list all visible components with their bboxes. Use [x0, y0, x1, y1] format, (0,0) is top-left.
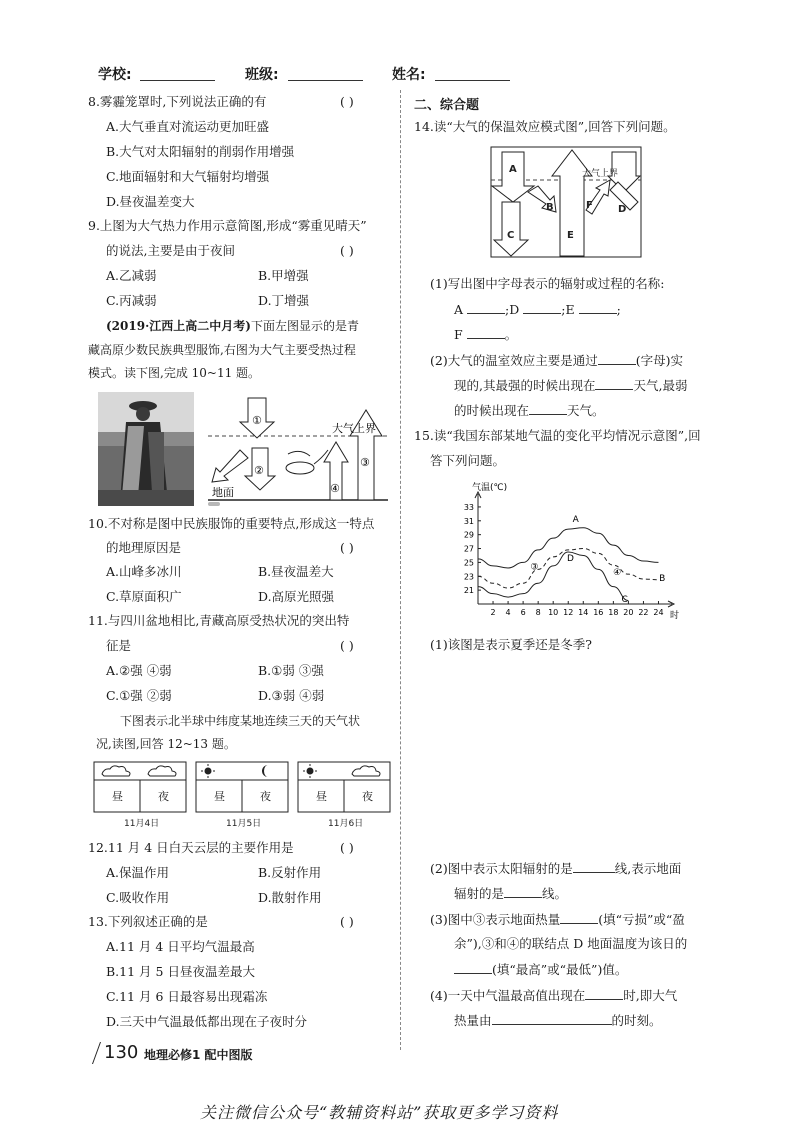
q9-option-c[interactable]: C.丙减弱	[106, 293, 157, 308]
chart-annotation: B	[659, 574, 666, 585]
q12-option-c[interactable]: C.吸收作用	[106, 890, 170, 905]
x-tick-label: 14	[578, 608, 589, 617]
q12-answer[interactable]: ( )	[340, 840, 354, 855]
q14-part1-f: F 。	[454, 327, 518, 342]
footer-slash	[92, 1042, 103, 1064]
q11-option-d[interactable]: D.③弱 ④弱	[258, 688, 325, 703]
blank-hour[interactable]	[585, 987, 623, 1000]
diagram-label-3: ③	[360, 456, 370, 469]
q10-stem-2: 的地理原因是	[106, 540, 182, 555]
blank-label-a: A	[454, 302, 464, 317]
q13-stem: 13.下列叙述正确的是	[88, 914, 208, 929]
q10-option-c[interactable]: C.草原面积广	[106, 589, 182, 604]
costume-photo	[98, 392, 194, 506]
q9-option-d[interactable]: D.丁增强	[258, 293, 310, 308]
q9-stem-2: 的说法,主要是由于夜间	[106, 243, 235, 258]
q10-stem-1: 10.不对称是图中民族服饰的重要特点,形成这一特点	[88, 516, 375, 531]
q11-answer[interactable]: ( )	[340, 638, 354, 653]
intro2-line2: 况,读图,回答 12~13 题。	[96, 737, 236, 751]
q13-option-c[interactable]: C.11 月 6 日最容易出现霜冻	[106, 989, 268, 1004]
column-divider	[400, 90, 401, 1050]
q10-option-d[interactable]: D.高原光照强	[258, 589, 335, 604]
blank-strongest[interactable]	[595, 377, 633, 390]
q15-part3-line1: (3)图中③表示地面热量 (填“亏损”或“盈	[430, 912, 685, 927]
chart-annotation: D	[567, 554, 574, 565]
x-tick-label: 10	[548, 608, 559, 617]
x-tick-label: 4	[505, 608, 511, 617]
q14-part1: (1)写出图中字母表示的辐射或过程的名称:	[430, 276, 665, 291]
greenhouse-effect-diagram	[490, 146, 642, 258]
q9-stem-1: 9.上图为大气热力作用示意简图,形成“雾重见晴天”	[88, 218, 367, 233]
blank-d[interactable]	[523, 301, 561, 314]
blank-weakest[interactable]	[529, 402, 567, 415]
x-tick-label: 22	[638, 608, 649, 617]
blank-label-d: D	[509, 302, 520, 317]
q8-option-b[interactable]: B.大气对太阳辐射的削弱作用增强	[106, 144, 295, 159]
night-label-1: 夜	[158, 790, 169, 803]
diagram-letter-e: E	[567, 230, 574, 241]
x-tick-label: 24	[653, 608, 664, 617]
x-tick-label: 20	[623, 608, 634, 617]
q8-stem: 8.雾霾笼罩时,下列说法正确的有	[88, 94, 267, 109]
q11-option-b[interactable]: B.①弱 ③强	[258, 663, 324, 678]
q11-stem-2: 征是	[106, 638, 132, 653]
temperature-chart	[452, 478, 684, 624]
date-label-3: 11月6日	[328, 819, 364, 829]
section-title: 二、综合题	[414, 98, 480, 113]
q12-option-d[interactable]: D.散射作用	[258, 890, 322, 905]
q10-option-b[interactable]: B.昼夜温差大	[258, 564, 334, 579]
label-atmosphere-top: 大气上界	[332, 422, 376, 435]
q15-part1: (1)该图是表示夏季还是冬季?	[430, 637, 592, 652]
label-ground: 地面	[212, 486, 234, 499]
x-tick-label: 2	[490, 608, 496, 617]
heating-process-diagram	[204, 392, 390, 508]
blank-label-f: F	[454, 327, 463, 342]
q15-part3-line3: (填“最高”或“最低”)值。	[454, 961, 627, 978]
chart-annotation: ④	[613, 567, 622, 578]
night-label-3: 夜	[362, 790, 373, 803]
x-tick-label: 8	[535, 608, 541, 617]
name-field[interactable]	[435, 66, 510, 81]
y-tick-label: 25	[463, 558, 474, 568]
intro1-line1: 下面左图显示的是青	[250, 319, 359, 333]
y-tick-label: 21	[463, 586, 474, 596]
q15-part2-line1: (2)图中表示太阳辐射的是 线,表示地面	[430, 861, 682, 876]
y-tick-label: 29	[463, 530, 474, 540]
q12-option-a[interactable]: A.保温作用	[106, 865, 170, 880]
y-axis-label: 气温(℃)	[472, 483, 508, 493]
q8-option-a[interactable]: A.大气垂直对流运动更加旺盛	[106, 119, 270, 134]
q9-option-b[interactable]: B.甲增强	[258, 268, 309, 283]
day-label-3: 昼	[316, 790, 327, 803]
blank-ground[interactable]	[504, 885, 542, 898]
intro1-line2: 藏高原少数民族典型服饰,右图为大气主要受热过程	[88, 343, 356, 357]
blank-solar[interactable]	[573, 860, 615, 873]
day-label-1: 昼	[112, 790, 123, 803]
q12-stem: 12.11 月 4 日白天云层的主要作用是	[88, 840, 294, 855]
sun-icon	[205, 768, 212, 775]
blank-a[interactable]	[467, 301, 505, 314]
y-tick-label: 23	[463, 572, 474, 582]
label-atmosphere-top: 大气上界	[582, 169, 619, 179]
q14-stem: 14.读“大气的保温效应模式图”,回答下列问题。	[414, 119, 676, 134]
q11-stem-1: 11.与四川盆地相比,青藏高原受热状况的突出特	[88, 613, 350, 628]
q10-option-a[interactable]: A.山峰多冰川	[106, 564, 182, 579]
y-tick-label: 27	[463, 544, 474, 554]
weather-diagram	[92, 760, 392, 830]
diagram-letter-a: A	[509, 164, 517, 175]
q15-stem-2: 答下列问题。	[430, 453, 506, 468]
y-tick-label: 31	[463, 516, 474, 526]
name-label: 姓名:	[392, 67, 426, 83]
source-tag: (2019·江西上高二中月考)	[106, 319, 251, 333]
intro1-line3: 模式。读下图,完成 10~11 题。	[88, 366, 261, 380]
book-title: 地理必修1 配中图版	[144, 1048, 253, 1062]
watermark: 关注微信公众号“教辅资料站”获取更多学习资料	[200, 1103, 559, 1122]
chart-annotation: A	[572, 515, 579, 526]
blank-label-e: E	[565, 302, 575, 317]
q10-answer[interactable]: ( )	[340, 540, 354, 555]
blank-heat-change[interactable]	[492, 1012, 612, 1025]
y-tick-label: 33	[463, 502, 474, 512]
night-label-2: 夜	[260, 790, 271, 803]
x-tick-label: 6	[520, 608, 526, 617]
q15-part4-line2: 热量由 的时刻。	[454, 1013, 662, 1028]
chart-annotation: ③	[530, 562, 539, 573]
q15-part4-line1: (4)一天中气温最高值出现在 时,即大气	[430, 988, 678, 1003]
x-tick-label: 18	[608, 608, 619, 617]
x-tick-label: 16	[593, 608, 604, 617]
q13-option-a[interactable]: A.11 月 4 日平均气温最高	[106, 939, 255, 954]
date-label-2: 11月5日	[226, 819, 262, 829]
q13-option-b[interactable]: B.11 月 5 日昼夜温差最大	[106, 964, 255, 979]
diagram-letter-f: F	[586, 200, 593, 211]
q11-option-c[interactable]: C.①强 ②弱	[106, 688, 172, 703]
q15-part2-line2: 辐射的是 线。	[454, 886, 568, 901]
blank-e[interactable]	[579, 301, 617, 314]
sun-icon	[307, 768, 314, 775]
school-field[interactable]	[140, 66, 215, 81]
diagram-label-1: ①	[252, 414, 262, 427]
school-label: 学校:	[98, 67, 132, 83]
blank-f[interactable]	[467, 326, 505, 339]
diagram-label-4: ④	[330, 482, 340, 495]
diagram-letter-b: B	[546, 202, 554, 213]
q14-part2-line1: (2)大气的温室效应主要是通过 (字母)实	[430, 353, 683, 368]
class-label: 班级:	[245, 67, 279, 83]
q15-part3-line2: 余”),③和④的联结点 D 地面温度为该日的	[454, 936, 688, 951]
blank-letter[interactable]	[598, 352, 636, 365]
x-tick-label: 12	[563, 608, 574, 617]
x-axis-label: 时	[670, 611, 680, 621]
chart-annotation: C	[621, 594, 628, 605]
class-field[interactable]	[288, 66, 363, 81]
page-number: 130	[104, 1042, 139, 1063]
q8-option-c[interactable]: C.地面辐射和大气辐射均增强	[106, 169, 270, 184]
q13-answer[interactable]: ( )	[340, 914, 354, 929]
diagram-label-2: ②	[254, 464, 264, 477]
blank-heat[interactable]	[560, 911, 598, 924]
q14-part1-blanks: A ;D ;E ;	[454, 302, 621, 317]
q8-answer[interactable]: ( )	[340, 94, 354, 109]
q9-option-a[interactable]: A.乙减弱	[106, 268, 157, 283]
date-label-1: 11月4日	[124, 819, 160, 829]
q13-option-d[interactable]: D.三天中气温最低都出现在子夜时分	[106, 1014, 308, 1029]
q8-option-d[interactable]: D.昼夜温差变大	[106, 194, 195, 209]
q11-option-a[interactable]: A.②强 ④弱	[106, 663, 172, 678]
day-label-2: 昼	[214, 790, 225, 803]
q12-option-b[interactable]: B.反射作用	[258, 865, 322, 880]
blank-extreme[interactable]	[454, 961, 492, 974]
diagram-letter-c: C	[507, 230, 515, 241]
q15-stem-1: 15.读“我国东部某地气温的变化平均情况示意图”,回	[414, 428, 701, 443]
q14-part2-line3: 的时候出现在 天气。	[454, 403, 605, 418]
q14-part2-line2: 现的,其最强的时候出现在 天气,最弱	[454, 378, 688, 393]
diagram-letter-d: D	[618, 204, 627, 215]
q9-answer[interactable]: ( )	[340, 243, 354, 258]
intro2-line1: 下图表示北半球中纬度某地连续三天的天气状	[120, 714, 361, 728]
